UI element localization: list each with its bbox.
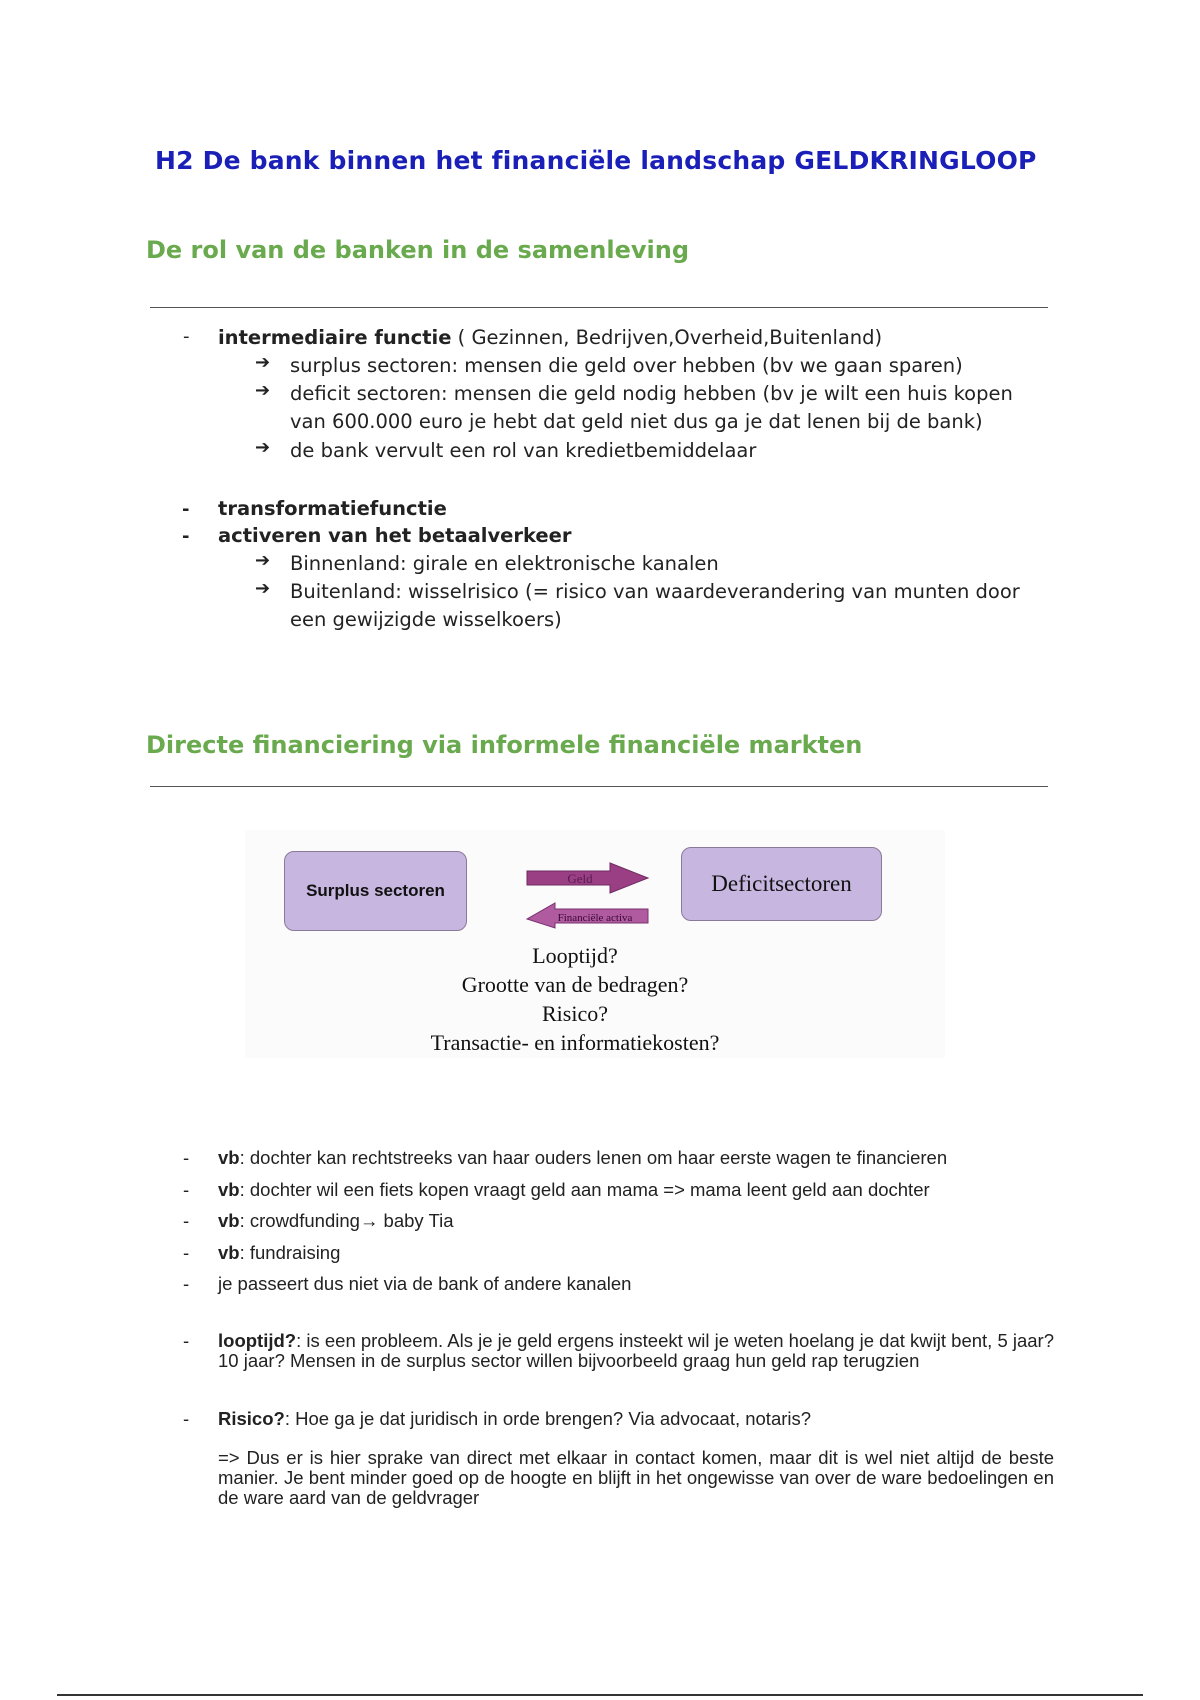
bullet-dash: - (182, 499, 190, 520)
divider (150, 786, 1048, 787)
diagram-questions (395, 941, 755, 1057)
question: Looptijd? (532, 943, 618, 968)
arrow-right-icon: ➔ (255, 578, 271, 599)
paragraph-label: Risico? (218, 1408, 285, 1429)
example-label: vb (218, 1242, 240, 1263)
example-text: : crowdfunding→ baby Tia (239, 1210, 454, 1231)
geld-label: Geld (567, 871, 593, 886)
risico-paragraph (218, 1409, 811, 1429)
item-label: intermediaire functie (218, 326, 452, 349)
bullet-dash: - (183, 1242, 190, 1263)
sub-item: Buitenland: wisselrisico (= risico van waardeverandering van munten door (290, 580, 1020, 603)
arrow-right-icon: ➔ (255, 380, 271, 401)
box-label: Surplus sectoren (306, 881, 445, 900)
arrow-right-icon: ➔ (255, 437, 271, 458)
bullet-dash: - (183, 1330, 190, 1351)
example-item (218, 1243, 340, 1263)
example-text: : fundraising (239, 1242, 341, 1263)
sub-item: Binnenland: girale en elektronische kanalen (290, 552, 719, 575)
bullet-dash: - (182, 526, 190, 547)
item-text: ( Gezinnen, Bedrijven,Overheid,Buitenland) (451, 326, 883, 349)
looptijd-paragraph (218, 1331, 1054, 1371)
sub-item: surplus sectoren: mensen die geld over hebben (bv we gaan sparen) (290, 354, 963, 377)
paragraph-label: looptijd? (218, 1330, 297, 1351)
sub-item-continuation: een gewijzigde wisselkoers) (290, 608, 562, 631)
flow-arrows (525, 861, 650, 931)
example-item (218, 1274, 631, 1294)
example-label: vb (218, 1147, 240, 1168)
list-item (218, 324, 882, 352)
bullet-dash: - (183, 1210, 190, 1231)
bullet-dash: - (183, 326, 190, 347)
sub-item: deficit sectoren: mensen die geld nodig hebben (bv je wilt een huis kopen (290, 382, 1013, 405)
bullet-dash: - (183, 1273, 190, 1294)
arrow-right-icon: ➔ (255, 352, 271, 373)
bullet-dash: - (183, 1179, 190, 1200)
divider (150, 307, 1048, 308)
bullet-dash: - (183, 1408, 190, 1429)
deficitsectoren-box (681, 847, 882, 921)
paragraph-text: : Hoe ga je dat juridisch in orde brengen? Via advocaat, notaris? (284, 1408, 812, 1429)
example-text: je passeert dus niet via de bank of andere kanalen (218, 1273, 632, 1294)
box-label: Deficitsectoren (711, 871, 852, 896)
question: Risico? (542, 1001, 608, 1026)
example-text: : dochter wil een fiets kopen vraagt geld aan mama => mama leent geld aan dochter (239, 1179, 930, 1200)
example-item (218, 1180, 930, 1200)
paragraph-text: : is een probleem. Als je je geld ergens insteekt wil je weten hoelang je dat kwijt bent, 5 jaar? 10 jaar? Mensen in de surplus sector willen bijvoorbeeld graag hun geld rap terugzien (218, 1330, 1055, 1371)
section-heading-rol-banken: De rol van de banken in de samenleving (146, 236, 690, 264)
example-text: : dochter kan rechtstreeks van haar ouders lenen om haar eerste wagen te financieren (239, 1147, 948, 1168)
example-item (218, 1211, 454, 1231)
example-item (218, 1148, 947, 1168)
bullet-dash: - (183, 1147, 190, 1168)
list-item: activeren van het betaalverkeer (218, 524, 572, 547)
surplus-sectoren-box (284, 851, 467, 931)
sub-item-continuation: van 600.000 euro je hebt dat geld niet dus ga je dat lenen bij de bank) (290, 410, 983, 433)
sub-item: de bank vervult een rol van kredietbemiddelaar (290, 439, 757, 462)
footer-divider (57, 1694, 1143, 1696)
arrow-right-icon: ➔ (255, 550, 271, 571)
example-label: vb (218, 1210, 240, 1231)
financiele-activa-label: Financiële activa (557, 912, 633, 924)
example-label: vb (218, 1179, 240, 1200)
question: Grootte van de bedragen? (461, 972, 689, 997)
conclusion-paragraph: => Dus er is hier sprake van direct met elkaar in contact komen, maar dit is wel niet altijd de beste manier. Je bent minder goed op de hoogte en blijft in het ongewisse van over de ware bedoelingen en de ware aard van de geldvrager (218, 1447, 1054, 1508)
page-title: H2 De bank binnen het financiële landschap GELDKRINGLOOP (155, 146, 1037, 175)
list-item: transformatiefunctie (218, 497, 447, 520)
section-heading-directe-financiering: Directe financiering via informele financiële markten (146, 731, 863, 759)
question: Transactie- en informatiekosten? (430, 1030, 720, 1055)
